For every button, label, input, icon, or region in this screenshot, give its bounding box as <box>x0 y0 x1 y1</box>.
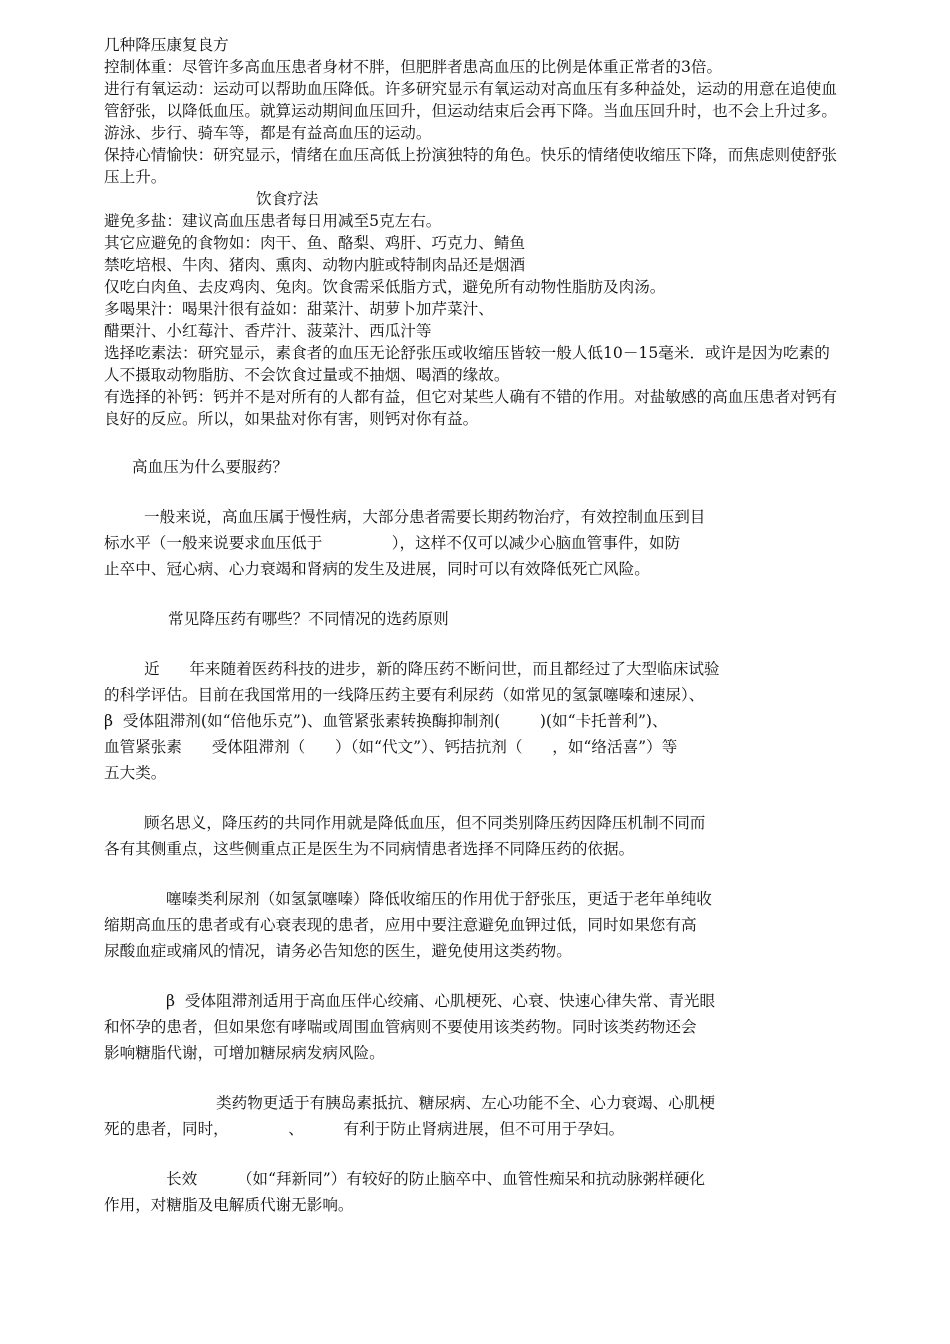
diet-item-juice: 多喝果汁：喝果汁很有益如：甜菜汁、胡萝卜加芹菜汁、 <box>104 300 494 318</box>
para-thiazide-diuretics <box>104 886 844 964</box>
diet-item-forbidden: 禁吃培根、牛肉、猪肉、熏肉、动物内脏或特制肉品还是烟酒 <box>104 256 526 274</box>
text-line: 的科学评估。目前在我国常用的一线降压药主要有利尿药（如常见的氢氯噻嗪和速尿）、 <box>104 686 705 704</box>
text-line: 近 年来随着医药科技的进步，新的降压药不断问世，而且都经过了大型临床试验 <box>144 660 720 678</box>
text-line: 止卒中、冠心病、心力衰竭和肾病的发生及进展，同时可以有效降低死亡风险。 <box>104 560 650 578</box>
para-weight-control: 控制体重：尽管许多高血压患者身材不胖，但肥胖者患高血压的比例是体重正常者的3倍。 <box>104 58 723 76</box>
section-title-common-drugs: 常见降压药有哪些？不同情况的选药原则 <box>168 610 449 628</box>
diet-item-salt: 避免多盐：建议高血压患者每日用减至5克左右。 <box>104 212 442 230</box>
text-line: 尿酸血症或痛风的情况，请务必告知您的医生，避免使用这类药物。 <box>104 942 572 960</box>
text-line: β 受体阻滞剂(如“倍他乐克”)、血管紧张素转换酶抑制剂( )(如“卡托普利”)、 <box>104 712 668 730</box>
para-beta-blockers <box>104 988 844 1066</box>
text-line: 影响糖脂代谢，可增加糖尿病发病风险。 <box>104 1044 385 1062</box>
para-acei-arb <box>104 1090 844 1142</box>
text-line: 缩期高血压的患者或有心衰表现的患者，应用中要注意避免血钾过低，同时如果您有高 <box>104 916 697 934</box>
diet-item-white-meat: 仅吃白肉鱼、去皮鸡肉、兔肉。饮食需采低脂方式，避免所有动物性脂肪及肉汤。 <box>104 278 666 296</box>
para-mood: 保持心情愉快：研究显示，情绪在血压高低上扮演独特的角色。快乐的情绪使收缩压下降，而焦虑则使舒张压上升。 <box>104 146 837 186</box>
document-page <box>104 34 844 1218</box>
diet-item-vegetarian: 选择吃素法：研究显示，素食者的血压无论舒张压或收缩压皆较一般人低10－15毫米．或许是因为吃素的人不摄取动物脂肪、不会饮食过量或不抽烟、喝酒的缘故。 <box>104 344 830 384</box>
diet-item-juice-list: 醋栗汁、小红莓汁、香芹汁、菠菜汁、西瓜汁等 <box>104 322 432 340</box>
section-title-why-medication: 高血压为什么要服药？ <box>132 458 288 476</box>
text-line: 长效 （如“拜新同”）有较好的防止脑卒中、血管性痴呆和抗动脉粥样硬化 <box>166 1170 706 1188</box>
text-line: 和怀孕的患者，但如果您有哮喘或周围血管病则不要使用该类药物。同时该类药物还会 <box>104 1018 697 1036</box>
text-line: 血管紧张素 受体阻滞剂（ ）（如“代文”）、钙拮抗剂（ ，如“络活喜”）等 <box>104 738 678 756</box>
text-line: 一般来说，高血压属于慢性病，大部分患者需要长期药物治疗，有效控制血压到目 <box>144 508 706 526</box>
diet-heading: 饮食疗法 <box>256 190 319 208</box>
para-common-drugs <box>104 656 844 786</box>
text-line: 死的患者，同时， 、 有利于防止肾病进展，但不可用于孕妇。 <box>104 1120 625 1138</box>
text-line: 标水平（一般来说要求血压低于 ），这样不仅可以减少心脑血管事件，如防 <box>104 534 681 552</box>
text-line: 各有其侧重点，这些侧重点正是医生为不同病情患者选择不同降压药的依据。 <box>104 840 635 858</box>
para-drug-differences <box>104 810 844 862</box>
text-line: β 受体阻滞剂适用于高血压伴心绞痛、心肌梗死、心衰、快速心律失常、青光眼 <box>166 992 716 1010</box>
text-line: 噻嗪类利尿剂（如氢氯噻嗪）降低收缩压的作用优于舒张压，更适于老年单纯收 <box>166 890 712 908</box>
para-aerobic-exercise: 进行有氧运动：运动可以帮助血压降低。许多研究显示有氧运动对高血压有多种益处，运动的用意在追使血管舒张，以降低血压。就算运动期间血压回升，但运动结束后会再下降。当血压回升时，也不会上升过多。游泳、步行、骑车等，都是有益高血压的运动。 <box>104 80 837 142</box>
para-why-medication <box>104 504 844 582</box>
diet-item-calcium: 有选择的补钙：钙并不是对所有的人都有益，但它对某些人确有不错的作用。对盐敏感的高血压患者对钙有良好的反应。所以，如果盐对你有害，则钙对你有益。 <box>104 388 837 428</box>
doc-title: 几种降压康复良方 <box>104 36 229 54</box>
text-line: 顾名思义，降压药的共同作用就是降低血压，但不同类别降压药因降压机制不同而 <box>144 814 706 832</box>
text-line: 五大类。 <box>104 764 167 782</box>
diet-item-avoid-foods: 其它应避免的食物如：肉干、鱼、酪梨、鸡肝、巧克力、鲭鱼 <box>104 234 526 252</box>
text-line: 作用，对糖脂及电解质代谢无影响。 <box>104 1196 354 1214</box>
text-line: 类药物更适于有胰岛素抵抗、糖尿病、左心功能不全、心力衰竭、心肌梗 <box>216 1094 716 1112</box>
para-long-acting-ccb <box>104 1166 844 1218</box>
